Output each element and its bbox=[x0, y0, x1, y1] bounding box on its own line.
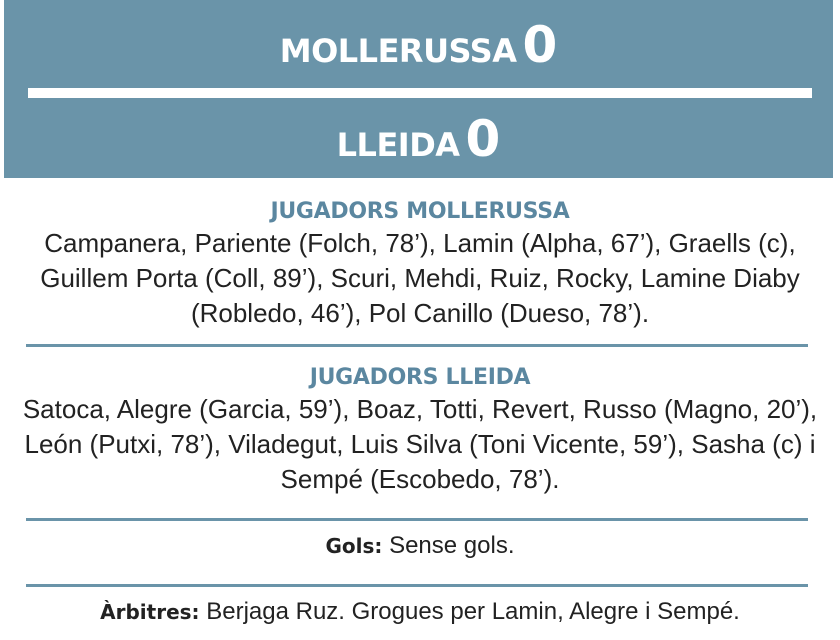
home-lineup-section bbox=[0, 198, 840, 331]
home-team-name: MOLLERUSSA bbox=[279, 32, 517, 70]
home-lineup-players: Campanera, Pariente (Folch, 78’), Lamin (Alpha, 67’), Graells (c), Guillem Porta (Coll, 89’), Scuri, Mehdi, Ruiz, Rocky, Lamine Diaby (Robledo, 46’), Pol Canillo (Dueso, 78’). bbox=[40, 228, 800, 328]
section-divider bbox=[26, 344, 808, 347]
section-divider bbox=[26, 584, 808, 587]
home-team-goals: 0 bbox=[522, 16, 558, 74]
referees-text: Berjaga Ruz. Grogues per Lamin, Alegre i Sempé. bbox=[206, 598, 740, 625]
referees-label: Àrbitres: bbox=[100, 600, 200, 624]
scoreboard-header bbox=[4, 0, 833, 178]
home-score-line bbox=[4, 16, 833, 74]
away-lineup-players: Satoca, Alegre (Garcia, 59’), Boaz, Totti, Revert, Russo (Magno, 20’), León (Putxi, 78’), Viladegut, Luis Silva (Toni Vicente, 59’), Sasha (c) i Sempé (Escobedo, 78’). bbox=[22, 394, 818, 494]
goals-label: Gols: bbox=[325, 534, 383, 558]
scoreboard-divider bbox=[28, 88, 812, 98]
away-team-goals: 0 bbox=[465, 110, 501, 168]
away-lineup-section bbox=[0, 364, 840, 497]
away-team-name: LLEIDA bbox=[336, 126, 460, 164]
goals-text: Sense gols. bbox=[389, 532, 515, 559]
section-divider bbox=[26, 518, 808, 521]
away-score-line bbox=[4, 110, 833, 168]
goals-line bbox=[0, 532, 840, 560]
away-lineup-title: JUGADORS LLEIDA bbox=[309, 365, 531, 390]
home-lineup-title: JUGADORS MOLLERUSSA bbox=[270, 199, 570, 224]
referees-line bbox=[0, 598, 840, 626]
